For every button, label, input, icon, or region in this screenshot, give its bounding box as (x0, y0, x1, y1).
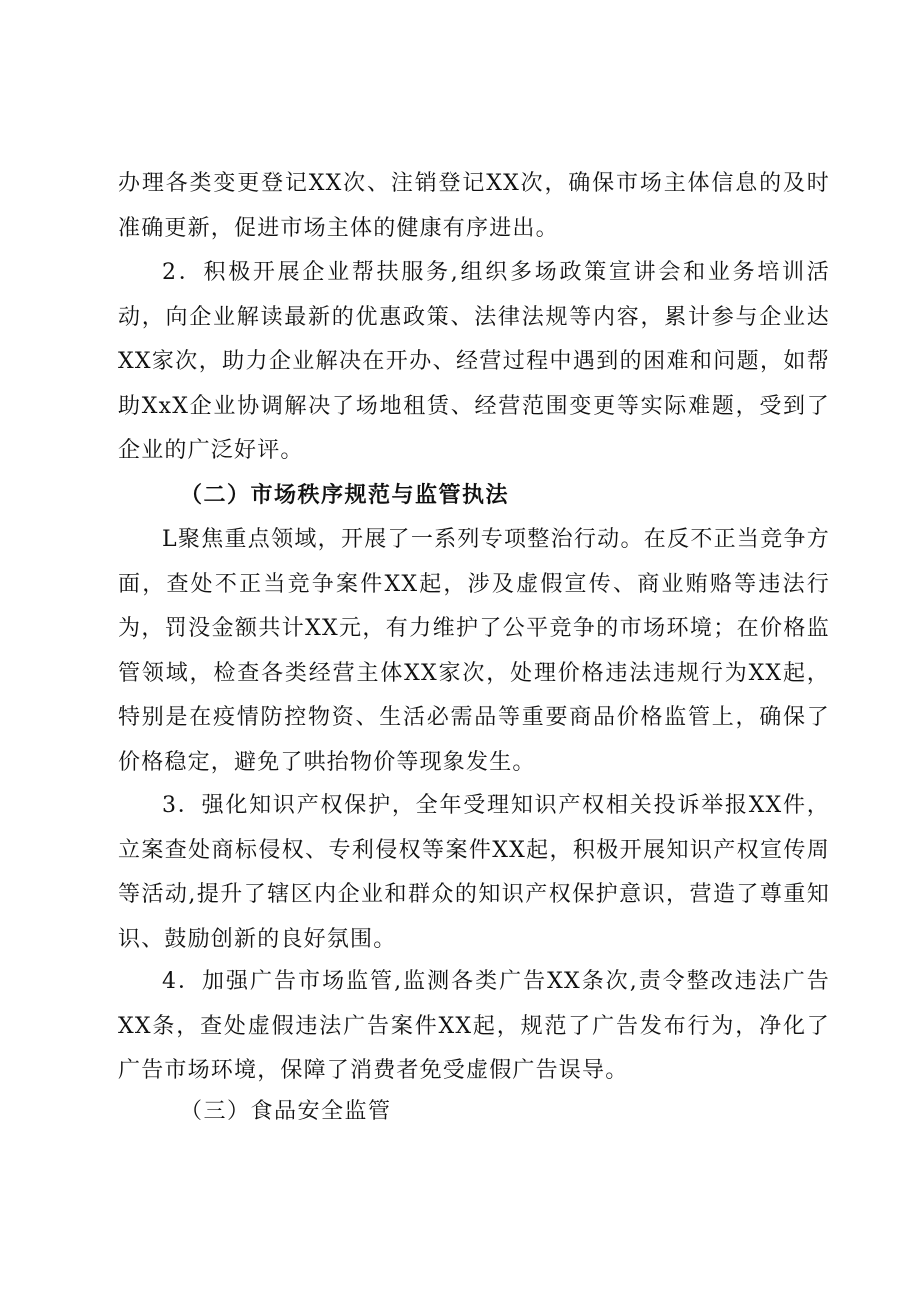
paragraph-ip-protection: 3．强化知识产权保护，全年受理知识产权相关投诉举报XX件，立案查处商标侵权、专利侵权等案件XX起，积极开展知识产权宣传周等活动,提升了辖区内企业和群众的知识产权保护意识，营造了尊重知识、鼓励创新的良好氛围。 (118, 793, 830, 952)
section-heading-market-order: （二）市场秩序规范与监管执法 (180, 483, 510, 508)
section-heading-food-safety: （三）食品安全监管 (180, 1099, 392, 1124)
paragraph-enterprise-support: 2．积极开展企业帮扶服务,组织多场政策宣讲会和业务培训活动，向企业解读最新的优惠政策、法律法规等内容，累计参与企业达XX家次，助力企业解决在开办、经营过程中遇到的困难和问题，如帮助XxX企业协调解决了场地租赁、经营范围变更等实际难题，受到了企业的广泛好评。 (118, 260, 830, 463)
paragraph-advertising-supervision: 4．加强广告市场监管,监测各类广告XX条次,责令整改违法广告XX条，查处虚假违法广告案件XX起，规范了广告发布行为，净化了广告市场环境，保障了消费者免受虚假广告误导。 (118, 969, 830, 1083)
paragraph-special-rectification: L聚焦重点领域，开展了一系列专项整治行动。在反不正当竞争方面，查处不正当竞争案件XX起，涉及虚假宣传、商业贿赂等违法行为，罚没金额共计XX元，有力维护了公平竞争的市场环境；在价格监管领域，检查各类经营主体XX家次，处理价格违法违规行为XX起，特别是在疫情防控物资、生活必需品等重要商品价格监管上，确保了价格稳定，避免了哄抬物价等现象发生。 (118, 527, 830, 775)
paragraph-registration-continued: 办理各类变更登记XX次、注销登记XX次，确保市场主体信息的及时准确更新，促进市场主体的健康有序进出。 (118, 171, 830, 241)
